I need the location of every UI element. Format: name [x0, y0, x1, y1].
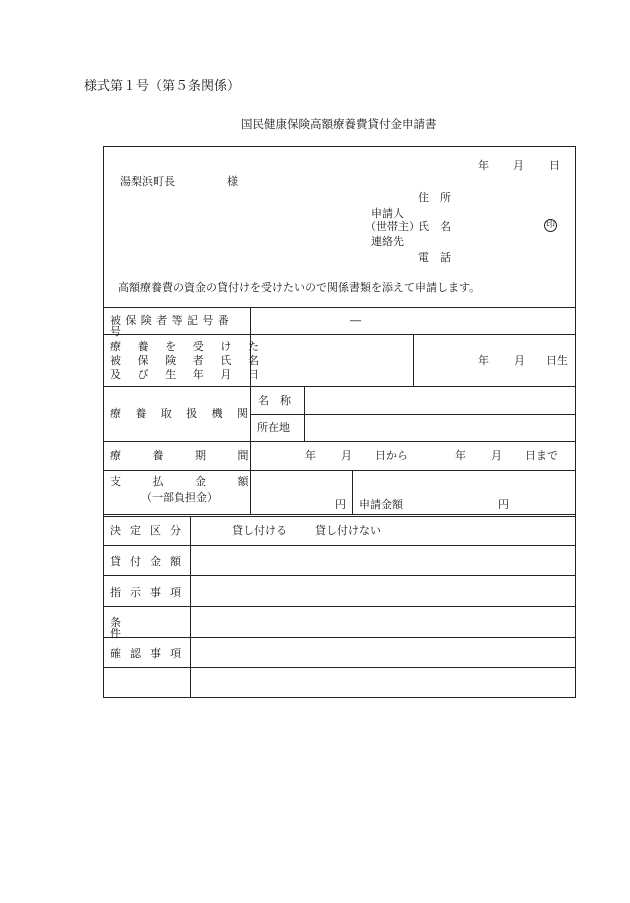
address-label: 住 所 [418, 191, 451, 204]
application-statement: 高額療養費の資金の貸付けを受けたいので関係書類を添えて申請します。 [118, 281, 481, 294]
loan-amount-field[interactable] [192, 547, 574, 573]
page-title: 国民健康保険高額療養費貸付金申請書 [241, 117, 437, 131]
seal-mark: 印 [545, 220, 555, 230]
instructions-field[interactable] [192, 578, 574, 604]
decision-option-lend[interactable]: 貸し付ける [232, 524, 287, 537]
institution-location-label: 所在地 [257, 421, 290, 434]
period-year1: 年 [305, 449, 316, 462]
payment-amount-field[interactable] [252, 472, 332, 512]
contact-label: 連絡先 [371, 235, 404, 248]
birth-day-label: 日生 [546, 354, 568, 367]
date-year-label: 年 [478, 159, 489, 172]
decision-label: 決定区分 [110, 524, 190, 537]
loan-amount-label: 貸付金額 [110, 555, 190, 568]
institution-name-label: 名 称 [258, 394, 291, 407]
patient-name-field[interactable] [252, 336, 411, 384]
period-label: 療養期間 [110, 449, 280, 462]
conditions-field[interactable] [192, 608, 574, 635]
payment-yen-label: 円 [335, 498, 346, 511]
institution-label: 療養取扱機関 [110, 407, 263, 420]
confirmation-field[interactable] [192, 639, 574, 665]
institution-location-field[interactable] [306, 416, 574, 439]
addressee: 湯梨浜町長 [120, 175, 175, 188]
form-number: 様式第１号（第５条関係） [84, 79, 241, 94]
date-month-label: 月 [513, 159, 524, 172]
birth-year-label: 年 [478, 354, 489, 367]
phone-label: 電 話 [418, 251, 451, 264]
blank-field[interactable] [192, 669, 574, 696]
decision-option-no-lend[interactable]: 貸し付けない [315, 524, 381, 537]
payment-label: 支払金額 [110, 475, 280, 488]
blank-label-cell [105, 669, 189, 696]
institution-name-field[interactable] [306, 388, 574, 412]
instructions-label: 指示事項 [110, 586, 190, 599]
requested-amount-label: 申請金額 [359, 498, 403, 511]
birth-month-label: 月 [514, 354, 525, 367]
conditions-label: 条件 [110, 616, 172, 640]
period-month2: 月 [491, 449, 502, 462]
requested-amount-field[interactable] [410, 472, 496, 512]
period-month1: 月 [341, 449, 352, 462]
period-to: 日まで [525, 449, 558, 462]
requested-yen-label: 円 [498, 498, 509, 511]
patient-label-line1: 療養を受けた [110, 340, 276, 353]
householder-label: （世帯主） [365, 220, 420, 233]
period-year2: 年 [455, 449, 466, 462]
payment-label-sub: （一部負担金） [141, 491, 218, 504]
date-day-label: 日 [549, 159, 560, 172]
name-label: 氏 名 [418, 220, 451, 233]
insured-number-field[interactable]: ― [350, 314, 361, 327]
insured-number-label: 被保険者等記号番号 [110, 314, 234, 338]
patient-label-line2: 被保険者氏名 [110, 354, 276, 367]
patient-label-line3: 及び生年月日 [110, 368, 276, 381]
confirmation-label: 確認事項 [110, 647, 190, 660]
period-from: 日から [375, 449, 408, 462]
addressee-honorific: 様 [227, 175, 238, 188]
applicant-label: 申請人 [371, 207, 404, 220]
